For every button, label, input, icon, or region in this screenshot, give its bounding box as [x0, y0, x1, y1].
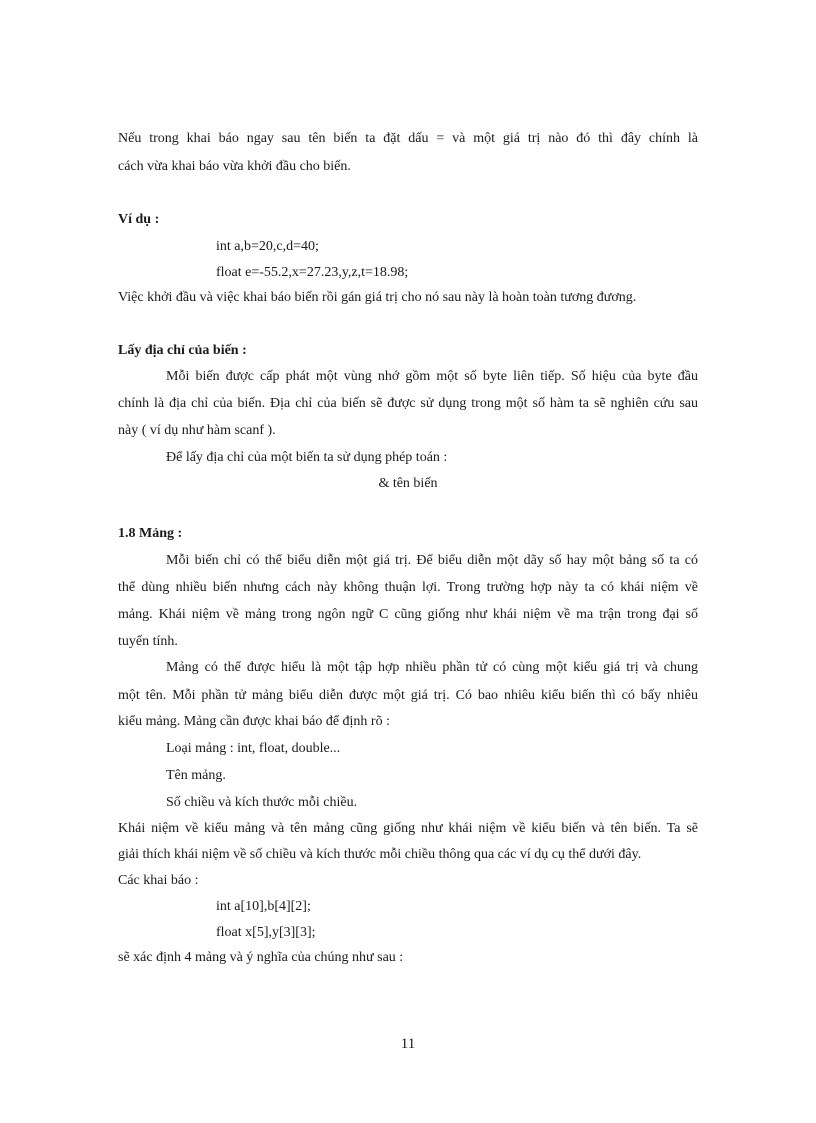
example-note: Việc khởi đầu và việc khai báo biến rồi gán giá trị cho nó sau này là hoàn toàn tương đương. — [118, 290, 637, 305]
arrays-p1-line4: tuyến tính. — [118, 634, 178, 649]
arrays-p2-line3: kiểu mảng. Mảng cần được khai báo để định rõ : — [118, 714, 390, 729]
example-code-1: int a,b=20,c,d=40; — [216, 239, 319, 254]
address-line-3: này ( ví dụ như hàm scanf ). — [118, 423, 276, 438]
address-heading: Lấy địa chỉ của biến : — [118, 343, 247, 358]
arrays-item-1: Loại mảng : int, float, double... — [166, 741, 341, 756]
arrays-decl-intro: Các khai báo : — [118, 873, 199, 888]
arrays-p3-line1: Khái niệm về kiểu mảng và tên mảng cũng giống như khái niệm về kiểu biến và tên biến. Ta sẽ — [118, 821, 698, 836]
paragraph1-line2: cách vừa khai báo vừa khởi đầu cho biến. — [118, 159, 351, 174]
arrays-code-2: float x[5],y[3][3]; — [216, 925, 316, 940]
address-line-4: Để lấy địa chỉ của một biến ta sử dụng phép toán : — [166, 450, 448, 465]
arrays-conclusion: sẽ xác định 4 mảng và ý nghĩa của chúng như sau : — [118, 950, 404, 965]
arrays-p3-line2: giải thích khái niệm về số chiều và kích thước mỗi chiều thông qua các ví dụ cụ thể dưới đây. — [118, 847, 642, 862]
arrays-item-2: Tên mảng. — [166, 768, 226, 783]
arrays-item-3: Số chiều và kích thước mỗi chiều. — [166, 795, 358, 810]
example-heading: Ví dụ : — [118, 212, 160, 227]
arrays-p2-line1: Mảng có thể được hiểu là một tập hợp nhiều phần tử có cùng một kiểu giá trị và chung — [166, 660, 698, 675]
example-code-2: float e=-55.2,x=27.23,y,z,t=18.98; — [216, 265, 409, 280]
address-line-1: Mỗi biến được cấp phát một vùng nhớ gồm một số byte liên tiếp. Số hiệu của byte đầu — [166, 369, 698, 384]
arrays-p1-line3: mảng. Khái niệm về mảng trong ngôn ngữ C cũng giống như khái niệm về ma trận trong đại số — [118, 607, 698, 622]
arrays-code-1: int a[10],b[4][2]; — [216, 899, 311, 914]
paragraph1-line1: Nếu trong khai báo ngay sau tên biến ta đặt dấu = và một giá trị nào đó thì đây chính là — [118, 131, 698, 146]
arrays-heading: 1.8 Mảng : — [118, 526, 183, 541]
address-operator: & tên biến — [378, 476, 438, 491]
arrays-p1-line2: thể dùng nhiều biến nhưng cách này không thuận lợi. Trong trường hợp này ta có khái niệm về — [118, 580, 698, 595]
arrays-p2-line2: một tên. Mỗi phần tử mảng biểu diễn được một giá trị. Có bao nhiêu kiểu biến thì có bấy nhiêu — [118, 688, 698, 703]
address-line-2: chính là địa chỉ của biến. Địa chỉ của biến sẽ được sử dụng trong một số hàm ta sẽ nghiên cứu sau — [118, 396, 698, 411]
arrays-p1-line1: Mỗi biến chỉ có thể biểu diễn một giá trị. Để biểu diễn một dãy số hay một bảng số ta có — [166, 553, 698, 568]
page-number: 11 — [400, 1036, 416, 1052]
